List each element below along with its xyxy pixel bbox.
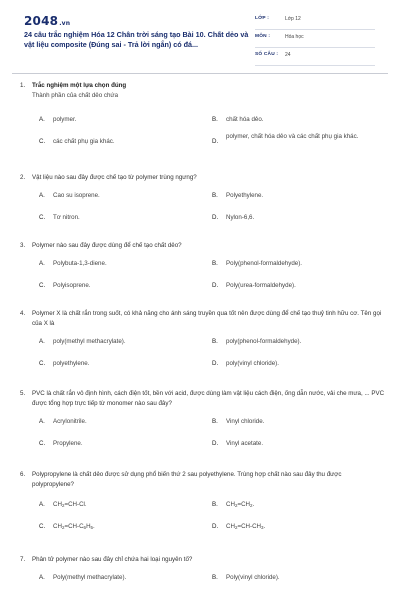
option-letter: D. xyxy=(212,360,219,367)
question-5 xyxy=(20,389,385,461)
option-letter: C. xyxy=(39,282,46,289)
option-text: poly(vinyl chloride). xyxy=(226,360,279,367)
option-letter: D. xyxy=(212,282,219,289)
option-text: Vinyl chloride. xyxy=(226,418,265,425)
question-number: 4. xyxy=(20,310,26,317)
question-text: Polymer X là chất rắn trong suốt, có khả năng cho ánh sáng truyền qua tốt nên được dùng để chế tạo thuỷ tinh hữu cơ. Tên gọi của X là xyxy=(32,310,382,327)
question-number: 3. xyxy=(20,242,26,249)
option-text: Nylon-6,6. xyxy=(226,214,255,221)
question-text: Phân tử polymer nào sau đây chỉ chứa hai loại nguyên tố? xyxy=(32,556,193,563)
option-formula: $CH_2=CH-Cl$. xyxy=(53,501,87,508)
meta-count-row xyxy=(255,48,375,66)
option-letter: C. xyxy=(39,360,46,367)
question-text: Polymer nào sau đây được dùng để chế tạo chất dẻo? xyxy=(32,242,182,249)
option-letter: A. xyxy=(39,501,45,508)
question-number: 1. xyxy=(20,82,26,89)
meta-count-label: SỐ CÂU : xyxy=(255,52,279,57)
option-letter: C. xyxy=(39,214,46,221)
question-text: PVC là chất rắn vô định hình, cách điện tốt, bền với acid, được dùng làm vật liệu cách điện, ống dẫn nước, vải che mưa, ... PVC được tổng hợp trực tiếp từ monomer nào sau đây? xyxy=(32,390,385,407)
option-text: Poly(phenol-formaldehyde). xyxy=(226,260,303,267)
option-text: các chất phụ gia khác. xyxy=(53,138,115,145)
question-number: 5. xyxy=(20,390,26,397)
option-text: Poly(methyl methacrylate). xyxy=(53,574,127,581)
question-text: Polypropylene là chất dẻo được sử dụng phổ biến thứ 2 sau polyethylene. Trùng hợp chất nào sau đây thu được polypropylene? xyxy=(32,471,342,488)
options xyxy=(39,500,385,544)
logo-text: 2048 xyxy=(24,14,59,28)
question-3 xyxy=(20,241,385,303)
site-logo[interactable] xyxy=(24,14,70,28)
option-text: poly(methyl methacrylate). xyxy=(53,338,126,345)
option-letter: D. xyxy=(212,214,219,221)
option-letter: A. xyxy=(39,192,45,199)
question-6 xyxy=(20,470,385,544)
question-text: Vật liệu nào sau đây được chế tạo từ polymer trùng ngưng? xyxy=(32,174,197,181)
question-number: 7. xyxy=(20,556,26,563)
option-letter: C. xyxy=(39,440,46,447)
option-text: chất hóa dẻo. xyxy=(226,116,264,123)
page-header xyxy=(0,0,400,70)
question-number: 2. xyxy=(20,174,26,181)
option-text: Polyethylene. xyxy=(226,192,264,199)
meta-subject-label: MÔN : xyxy=(255,34,271,39)
options xyxy=(39,191,385,235)
option-letter: A. xyxy=(39,574,45,581)
option-letter: B. xyxy=(212,418,218,425)
option-letter: A. xyxy=(39,260,45,267)
meta-subject-value: Hóa học xyxy=(285,34,304,40)
option-text: Cao su isoprene. xyxy=(53,192,100,199)
option-formula: $CH_2=CH_2$. xyxy=(226,501,255,508)
options xyxy=(39,417,385,461)
option-text: Propylene. xyxy=(53,440,83,447)
question-4 xyxy=(20,309,385,381)
question-7 xyxy=(20,555,385,595)
meta-class-value: Lớp 12 xyxy=(285,16,301,22)
section-heading: Trắc nghiệm một lựa chọn đúng xyxy=(32,82,127,89)
option-text: Poly(urea-formaldehyde). xyxy=(226,282,296,289)
document-title: 24 câu trắc nghiệm Hóa 12 Chân trời sáng tạo Bài 10. Chất dẻo và vật liệu composite (Đúng sai - Trả lời ngắn) có đá... xyxy=(24,30,249,49)
option-text: Poly(vinyl chloride). xyxy=(226,574,280,581)
option-letter: C. xyxy=(39,523,46,530)
option-letter: D. xyxy=(212,523,219,530)
meta-subject-row xyxy=(255,30,375,48)
meta-class-row xyxy=(255,12,375,30)
option-text: Polybuta-1,3-diene. xyxy=(53,260,107,267)
option-text: polyethylene. xyxy=(53,360,90,367)
option-letter: D. xyxy=(212,138,219,145)
meta-count-value: 24 xyxy=(285,52,291,58)
option-letter: B. xyxy=(212,574,218,581)
option-letter: A. xyxy=(39,116,45,123)
options xyxy=(39,259,385,303)
option-letter: A. xyxy=(39,338,45,345)
question-text: Thành phần của chất dẻo chứa xyxy=(32,92,119,99)
option-formula: $CH_2=CH-C_6H_5$. xyxy=(53,523,95,530)
options xyxy=(39,573,385,595)
options xyxy=(39,115,385,159)
option-formula: $CH_2=CH-CH_3$. xyxy=(226,523,266,530)
option-letter: B. xyxy=(212,260,218,267)
logo-domain: .vn xyxy=(59,20,71,27)
document-meta xyxy=(255,12,375,66)
meta-class-label: LỚP : xyxy=(255,16,270,21)
question-1 xyxy=(20,81,385,159)
option-letter: B. xyxy=(212,338,218,345)
option-text: Vinyl acetate. xyxy=(226,440,264,447)
option-letter: B. xyxy=(212,192,218,199)
option-text: Polyisoprene. xyxy=(53,282,91,289)
option-letter: A. xyxy=(39,418,45,425)
option-letter: B. xyxy=(212,501,218,508)
option-text: polymer. xyxy=(53,116,77,123)
header-divider xyxy=(12,73,388,74)
question-number: 6. xyxy=(20,471,26,478)
options xyxy=(39,337,385,381)
option-text: Acrylonitrile. xyxy=(53,418,87,425)
question-2 xyxy=(20,173,385,235)
option-letter: D. xyxy=(212,440,219,447)
option-text: Tơ nitron. xyxy=(53,214,80,221)
option-letter: C. xyxy=(39,138,46,145)
option-letter: B. xyxy=(212,116,218,123)
option-text: poly(phenol-formaldehyde). xyxy=(226,338,302,345)
option-text: polymer, chất hóa dẻo và các chất phụ gia khác. xyxy=(226,133,359,140)
